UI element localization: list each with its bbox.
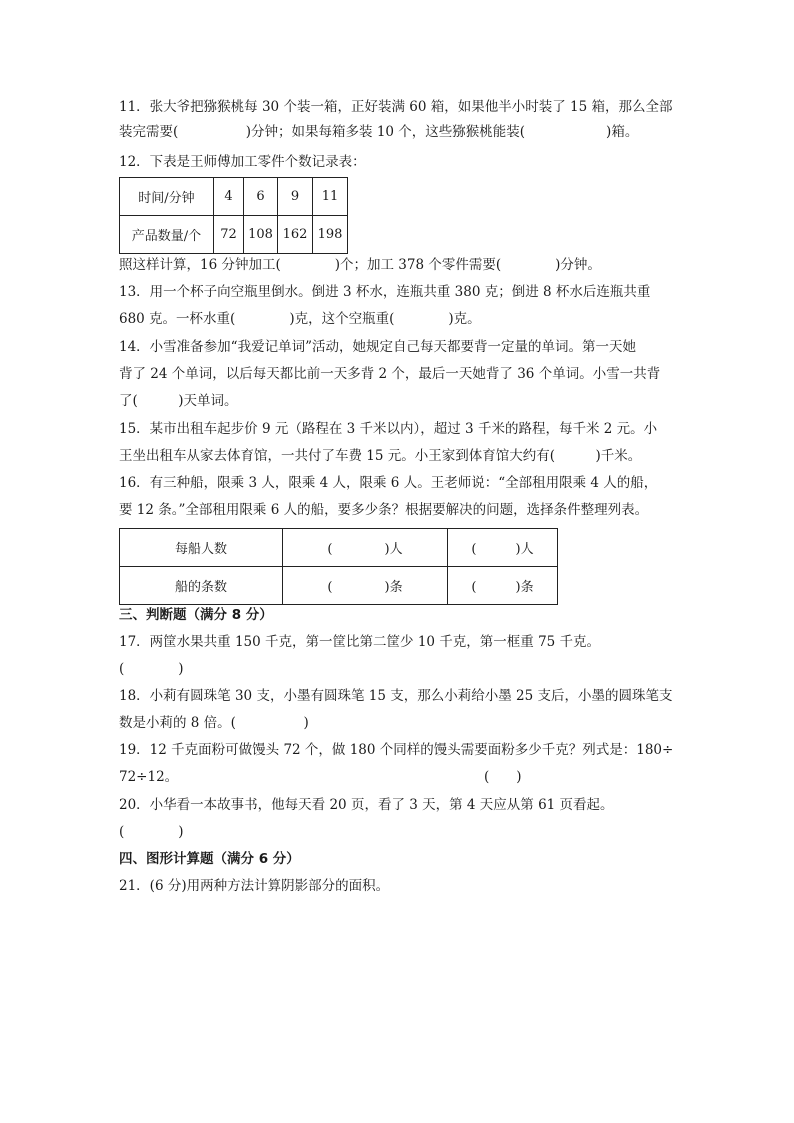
table-cell: ( )条 xyxy=(283,567,448,605)
section-title-geometry: 四、图形计算题（满分 6 分） xyxy=(119,851,300,867)
q13-line1: 13．用一个杯子向空瓶里倒水。倒进 3 杯水，连瓶共重 380 克；倒进 8 杯水后连瓶共重 xyxy=(119,284,651,300)
table-cell: 9 xyxy=(278,178,313,216)
table-row xyxy=(120,529,558,567)
table-cell: 时间/分钟 xyxy=(120,178,214,216)
q20-line1: 20．小华看一本故事书，他每天看 20 页，看了 3 天，第 4 天应从第 61 页看起。 xyxy=(119,797,614,813)
table-cell: 产品数量/个 xyxy=(120,216,214,254)
q16-line2: 要 12 条。”全部租用限乘 6 人的船，要多少条？根据要解决的问题，选择条件整理列表。 xyxy=(119,502,649,518)
q14-line1: 14．小雪准备参加“我爱记单词”活动，她规定自己每天都要背一定量的单词。第一天她 xyxy=(119,339,636,355)
q17-line1: 17．两筐水果共重 150 千克，第一筐比第二筐少 10 千克，第一框重 75 千克。 xyxy=(119,634,601,650)
q19-line1: 19．12 千克面粉可做馒头 72 个，做 180 个同样的馒头需要面粉多少千克？列式是：180÷ xyxy=(119,742,674,758)
table-cell: 108 xyxy=(244,216,278,254)
q17-answer-paren: ( ) xyxy=(119,661,184,677)
q12-intro: 12．下表是王师傅加工零件个数记录表： xyxy=(119,154,366,170)
table-row xyxy=(120,178,348,216)
q21-line1: 21．(6 分)用两种方法计算阴影部分的面积。 xyxy=(119,878,390,894)
table-cell: ( )人 xyxy=(448,529,558,567)
section-title-judgement: 三、判断题（满分 8 分） xyxy=(119,607,273,623)
q15-line2: 王坐出租车从家去体育馆，一共付了车费 15 元。小王家到体育馆大约有( )千米。 xyxy=(119,448,642,464)
q19-answer-paren: ( ) xyxy=(484,769,522,785)
table-cell: 198 xyxy=(313,216,348,254)
table-cell: 72 xyxy=(214,216,244,254)
q19-line2: 72÷12。 xyxy=(119,769,179,785)
table-cell: 6 xyxy=(244,178,278,216)
q11-line2: 装完需要( )分钟；如果每箱多装 10 个，这些猕猴桃能装( )箱。 xyxy=(119,124,639,140)
table-row xyxy=(120,216,348,254)
table-row xyxy=(120,567,558,605)
q18-line2: 数是小莉的 8 倍。( ) xyxy=(119,715,309,731)
q12-table xyxy=(119,177,348,254)
q14-line2: 背了 24 个单词，以后每天都比前一天多背 2 个，最后一天她背了 36 个单词。小雪一共背 xyxy=(119,366,661,382)
table-cell: 每船人数 xyxy=(120,529,283,567)
q18-line1: 18．小莉有圆珠笔 30 支，小墨有圆珠笔 15 支，那么小莉给小墨 25 支后，小墨的圆珠笔支 xyxy=(119,688,673,704)
q15-line1: 15．某市出租车起步价 9 元（路程在 3 千米以内），超过 3 千米的路程，每千米 2 元。小 xyxy=(119,421,658,437)
q12-after: 照这样计算，16 分钟加工( )个；加工 378 个零件需要( )分钟。 xyxy=(119,257,601,273)
table-cell: ( )人 xyxy=(283,529,448,567)
table-cell: 11 xyxy=(313,178,348,216)
table-cell: 162 xyxy=(278,216,313,254)
q14-line3: 了( )天单词。 xyxy=(119,393,238,409)
table-cell: 船的条数 xyxy=(120,567,283,605)
table-cell: 4 xyxy=(214,178,244,216)
q13-line2: 680 克。一杯水重( )克，这个空瓶重( )克。 xyxy=(119,311,481,327)
q16-table xyxy=(119,528,558,605)
q11-line1: 11．张大爷把猕猴桃每 30 个装一箱，正好装满 60 箱，如果他半小时装了 15 箱，那么全部 xyxy=(119,99,673,115)
q16-line1: 16．有三种船，限乘 3 人，限乘 4 人，限乘 6 人。王老师说：“全部租用限乘 4 人的船， xyxy=(119,475,658,491)
q20-answer-paren: ( ) xyxy=(119,824,184,840)
table-cell: ( )条 xyxy=(448,567,558,605)
